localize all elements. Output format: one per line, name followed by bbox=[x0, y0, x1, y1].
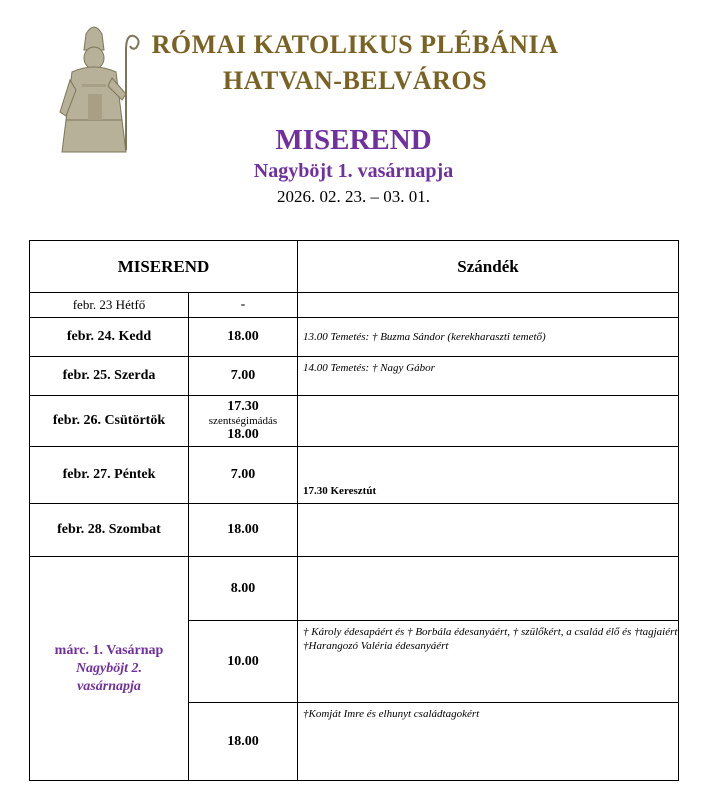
intention-cell bbox=[298, 557, 679, 621]
intention-cell bbox=[298, 396, 679, 447]
time-cell: 7.00 bbox=[189, 357, 298, 396]
parish-name-line2: HATVAN-BELVÁROS bbox=[222, 66, 488, 95]
table-row bbox=[30, 357, 679, 396]
sunday-day: márc. 1. Vasárnap bbox=[54, 642, 164, 658]
intention-cell: 17.30 Keresztút bbox=[298, 447, 679, 504]
day-cell: febr. 28. Szombat bbox=[30, 504, 189, 557]
time-cell: 7.00 bbox=[189, 447, 298, 504]
time-cell: 10.00 bbox=[189, 621, 298, 703]
intention-cell bbox=[298, 703, 679, 781]
time-b: 18.00 bbox=[227, 427, 259, 442]
day-cell: febr. 23 Hétfő bbox=[30, 293, 189, 318]
day-cell: febr. 25. Szerda bbox=[30, 357, 189, 396]
time-cell: 8.00 bbox=[189, 557, 298, 621]
day-cell: febr. 26. Csütörtök bbox=[30, 396, 189, 447]
parish-name-line1: RÓMAI KATOLIKUS PLÉBÁNIA bbox=[151, 30, 559, 59]
intention-line: † Károly édesapáért és † Borbála édesanyáért, † szülőkért, a család élő és †tagjaiért bbox=[303, 626, 678, 638]
table-header-row bbox=[30, 241, 679, 293]
intention-cell: 14.00 Temetés: † Nagy Gábor bbox=[298, 357, 679, 396]
date-range: 2026. 02. 23. – 03. 01. bbox=[277, 187, 430, 206]
table-row bbox=[30, 293, 679, 318]
intention-cell bbox=[298, 621, 679, 703]
time-a: 17.30 bbox=[227, 399, 259, 414]
intention-line: †Harangozó Valéria édesanyáért bbox=[303, 640, 449, 652]
sunday-feast-line2: vasárnapja bbox=[77, 678, 141, 694]
time-cell: - bbox=[189, 293, 298, 318]
time-cell: 18.00 bbox=[189, 504, 298, 557]
table-row bbox=[30, 318, 679, 357]
col-header-schedule: MISEREND bbox=[30, 241, 298, 293]
intention-line: †Komját Imre és elhunyt családtagokért bbox=[303, 708, 480, 720]
time-cell bbox=[189, 396, 298, 447]
day-cell: febr. 24. Kedd bbox=[30, 318, 189, 357]
table-row bbox=[30, 557, 679, 621]
intention-cell bbox=[298, 504, 679, 557]
table-row bbox=[30, 504, 679, 557]
time-cell: 18.00 bbox=[189, 318, 298, 357]
mass-schedule-table bbox=[29, 240, 679, 781]
time-sub: szentségimádás bbox=[208, 415, 278, 427]
table-row bbox=[30, 396, 679, 447]
time-cell: 18.00 bbox=[189, 703, 298, 781]
page-subtitle: Nagyböjt 1. vasárnapja bbox=[253, 160, 454, 182]
table-row bbox=[30, 447, 679, 504]
sunday-feast-line1: Nagyböjt 2. bbox=[75, 660, 143, 676]
page-title: MISEREND bbox=[275, 124, 432, 156]
day-cell: febr. 27. Péntek bbox=[30, 447, 189, 504]
intention-cell bbox=[298, 293, 679, 318]
col-header-intention: Szándék bbox=[298, 241, 679, 293]
intention-cell: 13.00 Temetés: † Buzma Sándor (kerekharaszti temető) bbox=[298, 318, 679, 357]
sunday-day-cell bbox=[30, 557, 189, 781]
